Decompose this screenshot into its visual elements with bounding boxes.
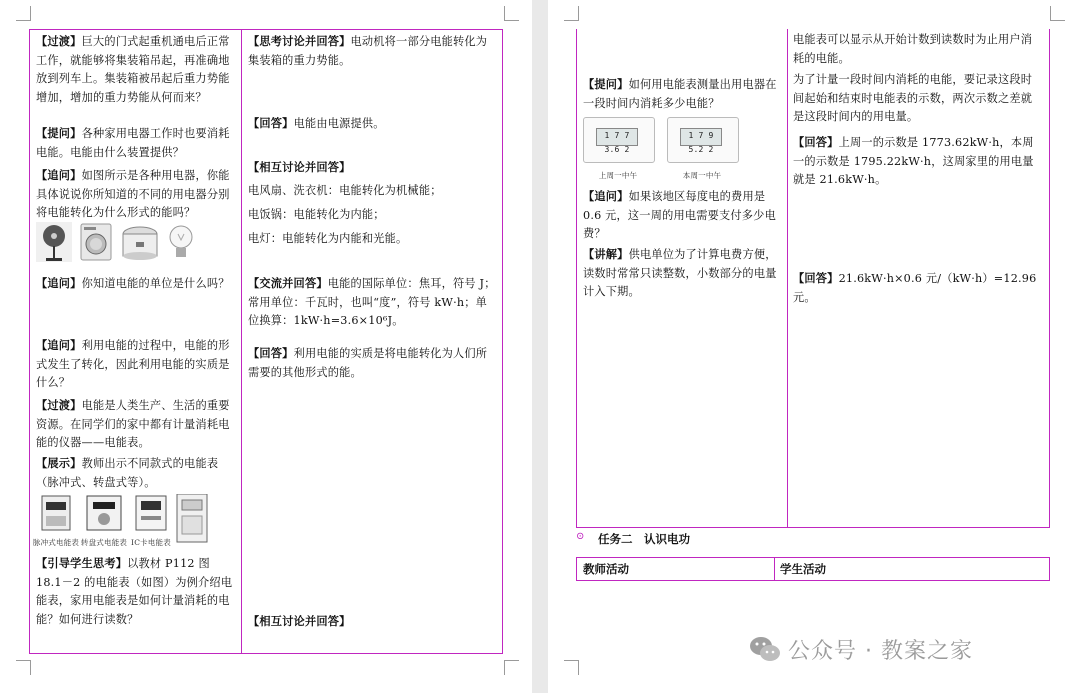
document-page-right	[548, 0, 1080, 693]
teacher-activity-column	[583, 29, 783, 519]
crop-mark	[564, 660, 579, 675]
crop-mark	[504, 660, 519, 675]
electric-fan-image	[36, 222, 72, 262]
paragraph: 【追问】如果该地区每度电的费用是 0.6 元，这一周的用电需要支付多少电费？	[583, 189, 776, 240]
ic-card-meter	[131, 494, 171, 547]
paragraph: 【展示】教师出示不同款式的电能表（脉冲式、转盘式等）。	[36, 456, 219, 489]
paragraph: 【引导学生思考】以教材 P112 图 18.1－2 的电能表（如图）为例介绍电能表，家用电能表是如何计量消耗的电能？如何进行读数？	[36, 556, 233, 626]
washing-machine-image	[78, 222, 114, 262]
meter-image	[667, 117, 739, 163]
rice-cooker-image	[120, 222, 160, 262]
activity-header-table	[576, 557, 1050, 581]
column-divider	[787, 29, 788, 527]
meter-this-week	[667, 117, 747, 179]
light-bulb-image	[166, 222, 196, 262]
student-activity-header: 学生活动	[780, 562, 826, 576]
paragraph: 电能表可以显示从开始计数到读数时为止用户消耗的电能。	[793, 33, 1033, 65]
smart-meter-image	[175, 494, 209, 546]
meter-reading: 1 7 9 5.2 2	[680, 128, 722, 146]
section-heading	[576, 531, 1056, 549]
rotary-meter-icon	[81, 494, 127, 534]
paragraph: 【回答】上周一的示数是 1773.62kW·h，本周一的示数是 1795.22kW·h，这周家里的用电量就是 21.6kW·h。	[793, 135, 1034, 186]
section-title: 任务二 认识电功	[598, 532, 690, 546]
column-divider	[774, 558, 775, 580]
meter-images	[32, 494, 209, 547]
column-divider	[241, 30, 242, 653]
meter-caption: 脉冲式电能表	[32, 538, 80, 547]
paragraph: 【讲解】供电单位为了计算电费方便，读数时常常只读整数，小数部分的电量计入下期。	[583, 247, 777, 298]
lesson-table	[29, 29, 503, 654]
student-activity-column	[248, 32, 496, 647]
bullet-icon: ⊙	[576, 531, 585, 542]
paragraph: 【提问】各种家用电器工作时也要消耗电能。电能由什么装置提供？	[36, 126, 230, 159]
paragraph: 【提问】如何用电能表测量出用电器在一段时间内消耗多少电能？	[583, 77, 777, 110]
paragraph: 【追问】如图所示是各种用电器，你能具体说说你所知道的不同的用电器分别将电能转化为什么形式的能吗？	[36, 168, 230, 219]
meter-caption: 上周一中午	[598, 171, 638, 180]
crop-mark	[504, 6, 519, 21]
student-activity-column	[793, 29, 1043, 519]
heading: 【相互讨论并回答】	[248, 160, 351, 174]
crop-mark	[16, 6, 31, 21]
paragraph: 为了计量一段时间内消耗的电能，要记录这段时间起始和结束时电能表的示数，两次示数之差就是这段时间内的用电量。	[793, 73, 1033, 123]
ic-card-meter-icon	[132, 494, 170, 534]
watermark	[748, 632, 1058, 668]
meter-image	[583, 117, 655, 163]
text-line: 电灯：电能转化为内能和光能。	[248, 232, 408, 245]
meter-caption: 本周一中午	[682, 171, 722, 180]
text-line: 电饭锅：电能转化为内能；	[248, 208, 385, 221]
crop-mark	[16, 660, 31, 675]
paragraph: 【回答】利用电能的实质是将电能转化为人们所需要的其他形式的能。	[248, 346, 488, 379]
teacher-activity-header: 教师活动	[583, 562, 629, 576]
watermark-text: 公众号 · 教案之家	[788, 639, 973, 664]
text-line: 电风扇、洗衣机：电能转化为机械能；	[248, 184, 442, 197]
paragraph: 【追问】你知道电能的单位是什么吗？	[36, 276, 230, 290]
heading: 【相互讨论并回答】	[248, 614, 351, 628]
pulse-meter-icon	[36, 494, 76, 534]
lesson-table-continued	[576, 29, 1050, 528]
appliance-images	[36, 222, 196, 262]
rotary-meter	[80, 494, 128, 547]
paragraph: 【思考讨论并回答】电动机将一部分电能转化为集装箱的重力势能。	[248, 34, 488, 67]
meter-reading: 1 7 7 3.6 2	[596, 128, 638, 146]
paragraph: 【过渡】电能是人类生产、生活的重要资源。在同学们的家中都有计量消耗电能的仪器——电能表。	[36, 398, 230, 449]
paragraph: 【回答】21.6kW·h×0.6 元/（kW·h）=12.96 元。	[793, 271, 1037, 304]
wechat-icon	[748, 634, 782, 664]
crop-mark	[564, 6, 579, 21]
pulse-meter	[32, 494, 80, 547]
meter-last-week	[583, 117, 663, 179]
document-page-left	[0, 0, 532, 693]
paragraph: 【回答】电能由电源提供。	[248, 116, 385, 130]
paragraph: 【过渡】巨大的门式起重机通电后正常工作，就能够将集装箱吊起，再准确地放到列车上。集装箱被吊起后重力势能增加，增加的重力势能从何而来？	[36, 34, 230, 104]
teacher-activity-column	[32, 32, 236, 647]
meter-caption: IC卡电能表	[131, 538, 171, 547]
paragraph: 【追问】利用电能的过程中，电能的形式发生了转化，因此利用电能的实质是什么？	[36, 338, 230, 389]
meter-caption: 转盘式电能表	[80, 538, 128, 547]
paragraph: 【交流并回答】电能的国际单位：焦耳，符号 J；常用单位：千瓦时，也叫“度”，符号 kW·h；单位换算：1kW·h=3.6×10⁶J。	[248, 276, 496, 327]
crop-mark	[1050, 6, 1065, 21]
